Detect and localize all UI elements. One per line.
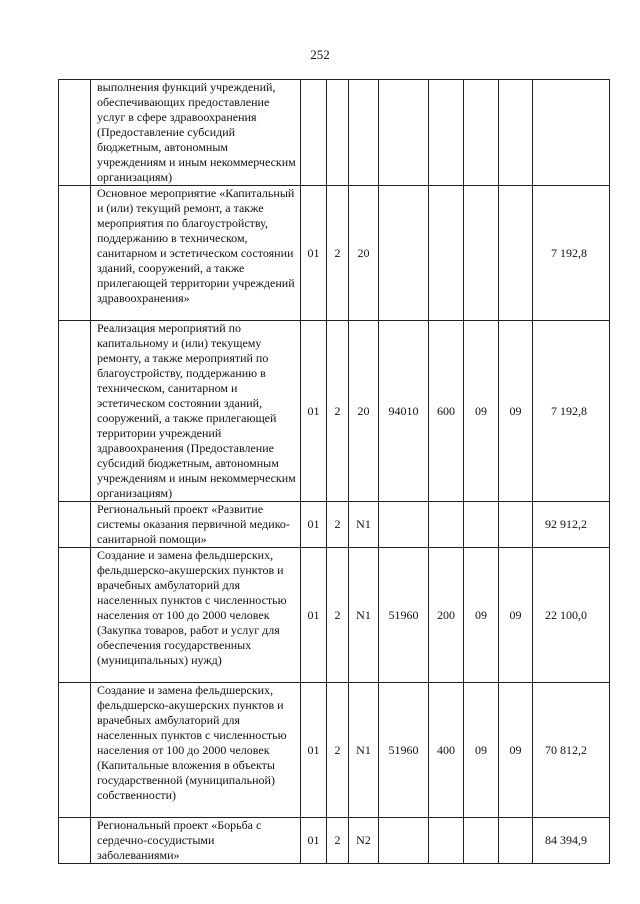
code-cell — [464, 818, 499, 864]
code-cell: 09 — [464, 683, 499, 818]
code-cell: 20 — [349, 186, 379, 321]
code-cell: N1 — [349, 548, 379, 683]
table-row — [59, 321, 610, 502]
code-cell — [379, 502, 429, 548]
code-cell — [499, 80, 533, 186]
code-cell: 94010 — [379, 321, 429, 502]
table-body — [59, 80, 610, 864]
code-cell — [499, 186, 533, 321]
amount-cell: 92 912,2 — [533, 502, 610, 548]
description-cell: Реализация мероприятий по капитальному и (или) текущему ремонту, а также мероприятий по благоустройству, поддержанию в техническом, санитарном и эстетическом состоянии зданий, сооружений, а также прилегающей территории учреждений здравоохранения (Предоставление субсидий бюджетным, автономным учреждениям и иным некоммерческим организациям) — [91, 321, 301, 502]
code-cell: 01 — [301, 818, 327, 864]
blank-cell — [59, 186, 91, 321]
code-cell — [499, 502, 533, 548]
table-row — [59, 548, 610, 683]
amount-cell: 7 192,8 — [533, 321, 610, 502]
code-cell — [429, 186, 464, 321]
code-cell — [464, 186, 499, 321]
code-cell — [429, 818, 464, 864]
code-cell: N1 — [349, 683, 379, 818]
table-row — [59, 502, 610, 548]
code-cell: 2 — [327, 818, 349, 864]
code-cell: 01 — [301, 321, 327, 502]
code-cell: 09 — [499, 548, 533, 683]
blank-cell — [59, 502, 91, 548]
table-row — [59, 683, 610, 818]
code-cell: 20 — [349, 321, 379, 502]
code-cell: 09 — [464, 548, 499, 683]
table-row — [59, 818, 610, 864]
description-cell: Региональный проект «Развитие системы оказания первичной медико-санитарной помощи» — [91, 502, 301, 548]
description-cell: Создание и замена фельдшерских, фельдшерско-акушерских пунктов и врачебных амбулаторий для населенных пунктов с численностью населения от 100 до 2000 человек (Закупка товаров, работ и услуг для обеспечения государственных (муниципальных) нужд) — [91, 548, 301, 683]
page-number: 252 — [310, 47, 330, 62]
code-cell: 2 — [327, 186, 349, 321]
budget-table — [58, 79, 610, 864]
description-cell: Основное мероприятие «Капитальный и (или) текущий ремонт, а также мероприятия по благоустройству, поддержанию в техническом, санитарном и эстетическом состоянии зданий, сооружений, а также прилегающей территории учреждений здравоохранения» — [91, 186, 301, 321]
table-row — [59, 80, 610, 186]
blank-cell — [59, 683, 91, 818]
code-cell — [301, 80, 327, 186]
amount-cell: 22 100,0 — [533, 548, 610, 683]
code-cell: 09 — [499, 321, 533, 502]
blank-cell — [59, 321, 91, 502]
code-cell — [429, 80, 464, 186]
code-cell — [379, 186, 429, 321]
code-cell — [327, 80, 349, 186]
code-cell: 01 — [301, 502, 327, 548]
description-cell: выполнения функций учреждений, обеспечивающих предоставление услуг в сфере здравоохранения (Предоставление субсидий бюджетным, автономным учреждениям и иным некоммерческим организациям) — [91, 80, 301, 186]
blank-cell — [59, 818, 91, 864]
code-cell: N1 — [349, 502, 379, 548]
amount-cell — [533, 80, 610, 186]
code-cell — [429, 502, 464, 548]
code-cell: 200 — [429, 548, 464, 683]
description-cell: Региональный проект «Борьба с сердечно-сосудистыми заболеваниями» — [91, 818, 301, 864]
code-cell: 01 — [301, 548, 327, 683]
code-cell: 600 — [429, 321, 464, 502]
code-cell: 09 — [464, 321, 499, 502]
code-cell: 2 — [327, 502, 349, 548]
code-cell: 400 — [429, 683, 464, 818]
amount-cell: 70 812,2 — [533, 683, 610, 818]
blank-cell — [59, 548, 91, 683]
table-row — [59, 186, 610, 321]
blank-cell — [59, 80, 91, 186]
code-cell — [464, 502, 499, 548]
amount-cell: 7 192,8 — [533, 186, 610, 321]
code-cell: N2 — [349, 818, 379, 864]
code-cell — [379, 80, 429, 186]
code-cell — [499, 818, 533, 864]
code-cell: 09 — [499, 683, 533, 818]
code-cell: 51960 — [379, 548, 429, 683]
code-cell — [464, 80, 499, 186]
code-cell: 51960 — [379, 683, 429, 818]
code-cell: 2 — [327, 683, 349, 818]
description-cell: Создание и замена фельдшерских, фельдшерско-акушерских пунктов и врачебных амбулаторий для населенных пунктов с численностью населения от 100 до 2000 человек (Капитальные вложения в объекты государственной (муниципальной) собственности) — [91, 683, 301, 818]
amount-cell: 84 394,9 — [533, 818, 610, 864]
code-cell: 2 — [327, 548, 349, 683]
code-cell: 01 — [301, 683, 327, 818]
code-cell: 01 — [301, 186, 327, 321]
code-cell — [379, 818, 429, 864]
code-cell — [349, 80, 379, 186]
code-cell: 2 — [327, 321, 349, 502]
